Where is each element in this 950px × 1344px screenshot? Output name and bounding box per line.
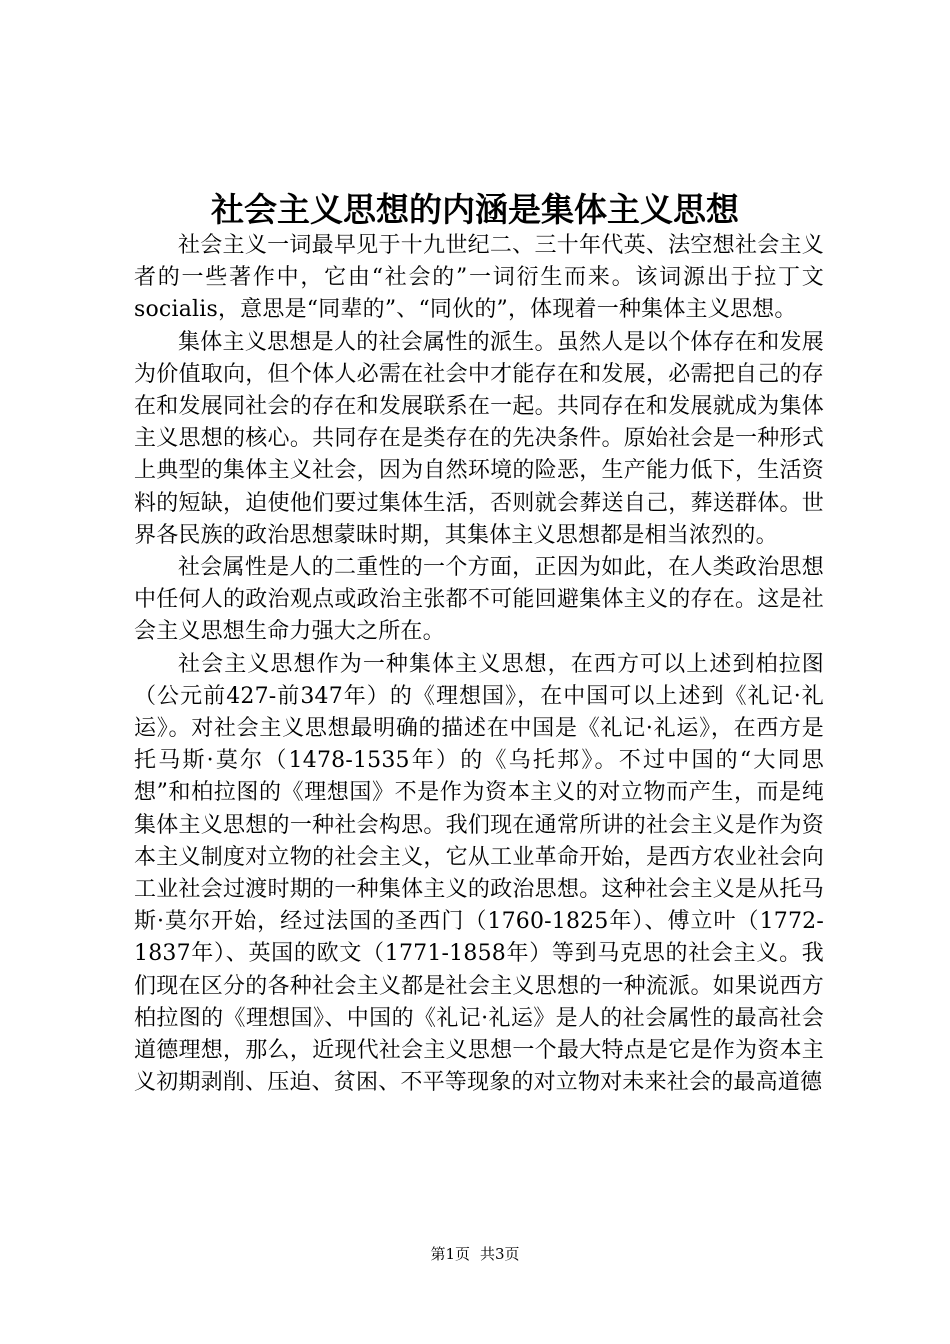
paragraph: 社会属性是人的二重性的一个方面，正因为如此，在人类政治思想中任何人的政治观点或政治主张都不可能回避集体主义的存在。这是社会主义思想生命力强大之所在。 xyxy=(134,555,824,645)
page-number: 第1页 xyxy=(430,1245,470,1263)
paragraph: 集体主义思想是人的社会属性的派生。虽然人是以个体存在和发展为价值取向，但个体人必需在社会中才能存在和发展，必需把自己的存在和发展同社会的存在和发展联系在一起。共同存在和发展就成为集体主义思想的核心。共同存在是类存在的先决条件。原始社会是一种形式上典型的集体主义社会，因为自然环境的险恶，生产能力低下，生活资料的短缺，迫使他们要过集体生活，否则就会葬送自己，葬送群体。世界各民族的政治思想蒙昧时期，其集体主义思想都是相当浓烈的。 xyxy=(134,329,824,548)
page-total: 共3页 xyxy=(480,1245,520,1263)
document-title: 社会主义思想的内涵是集体主义思想 xyxy=(211,190,739,229)
paragraph: 社会主义思想作为一种集体主义思想，在西方可以上述到柏拉图（公元前427-前347年）的《理想国》，在中国可以上述到《礼记·礼运》。对社会主义思想最明确的描述在中国是《礼记·礼运》，在西方是托马斯·莫尔（1478-1535年）的《乌托邦》。不过中国的“大同思想”和柏拉图的《理想国》不是作为资本主义的对立物而产生，而是纯集体主义思想的一种社会构思。我们现在通常所讲的社会主义是作为资本主义制度对立物的社会主义，它从工业革命开始，是西方农业社会向工业社会过渡时期的一种集体主义的政治思想。这种社会主义是从托马斯·莫尔开始，经过法国的圣西门（1760-1825年）、傅立叶（1772-1837年）、英国的欧文（1771-1858年）等到马克思的社会主义。我们现在区分的各种社会主义都是社会主义思想的一种流派。如果说西方柏拉图的《理想国》、中国的《礼记·礼运》是人的社会属性的最高社会道德理想，那么，近现代社会主义思想一个最大特点是它是作为资本主义初期剥削、压迫、贫困、不平等现象的对立物对未来社会的最高道德 xyxy=(134,651,824,1096)
page-footer xyxy=(0,1243,950,1265)
document-body xyxy=(134,230,824,1099)
paragraph: 社会主义一词最早见于十九世纪二、三十年代英、法空想社会主义者的一些著作中，它由“社会的”一词衍生而来。该词源出于拉丁文socialis，意思是“同辈的”、“同伙的”，体现着一种集体主义思想。 xyxy=(134,233,824,323)
